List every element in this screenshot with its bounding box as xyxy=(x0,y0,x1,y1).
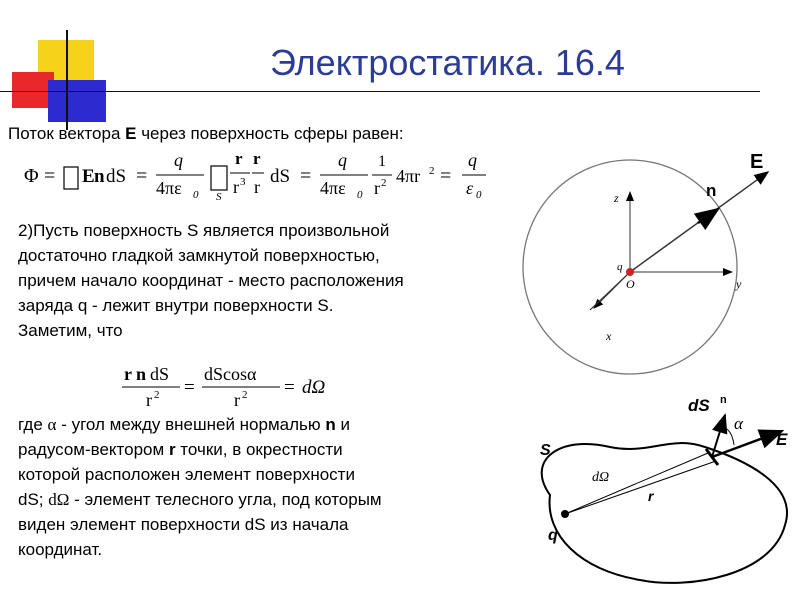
f1-eq2: = xyxy=(136,165,148,187)
fig2-dS-label: dS xyxy=(688,396,710,415)
f2-r2b: r xyxy=(234,390,240,410)
f2-sup2: 2 xyxy=(154,389,160,401)
p3-domega: dΩ xyxy=(48,490,70,509)
f2-sup2b: 2 xyxy=(242,389,248,401)
f1-E-bold: E xyxy=(82,166,95,187)
sphere-figure xyxy=(520,150,795,380)
solid-angle-ray-lower xyxy=(565,461,716,514)
f1-4pir2: 4πr xyxy=(396,166,421,186)
f1-r3: r xyxy=(233,177,239,197)
p2-line-2: достаточно гладкой замкнутой поверхностью, xyxy=(18,246,380,265)
f1-eq1: = xyxy=(44,165,56,187)
p3-line-3: которой расположен элемент поверхности xyxy=(18,465,355,484)
f2-dOmega: dΩ xyxy=(302,377,326,398)
fig2-dOmega-label: dΩ xyxy=(592,470,610,485)
intro-pre: Поток вектора xyxy=(8,124,126,143)
deco-blue-square xyxy=(48,80,106,122)
p3-line-6: координат. xyxy=(18,540,103,559)
p3-alpha: α xyxy=(47,415,57,434)
f1-r2: r xyxy=(374,178,380,198)
deco-vertical-line xyxy=(66,30,68,130)
p3-line-5: виден элемент поверхности dS из начала xyxy=(18,515,349,534)
fig1-E-label: E xyxy=(750,151,764,173)
f1-q2: q xyxy=(338,150,347,170)
f1-sup2: 2 xyxy=(381,177,387,189)
charge-q xyxy=(626,268,634,276)
fig2-r-label: r xyxy=(648,488,654,504)
normal-vector-n xyxy=(698,209,718,223)
p2-line-1: 2)Пусть поверхность S является произвольной xyxy=(18,221,390,240)
fig2-alpha-label: α xyxy=(734,414,743,433)
fig2-E-label: E xyxy=(776,430,788,449)
f1-q: q xyxy=(174,150,183,170)
fig2-S-label: S xyxy=(540,442,551,459)
f2-n-bold: n xyxy=(136,364,147,384)
p3-line-2: радусом-вектором r точки, в окрестности xyxy=(18,440,343,459)
paragraph-3 xyxy=(18,412,382,562)
f1-r-bold2: r xyxy=(253,150,261,168)
charge-point xyxy=(561,510,569,518)
p2-line-5: Заметим, что xyxy=(18,321,123,340)
fig1-q-label: q xyxy=(617,261,623,273)
p3-r-bold: r xyxy=(168,440,176,459)
fig2-q-label: q xyxy=(548,527,558,544)
f2-dScos: dScosα xyxy=(204,364,257,384)
f1-eq4: = xyxy=(440,165,452,187)
f1-phi: Φ xyxy=(24,165,39,187)
paragraph-2 xyxy=(18,218,404,343)
f1-r-plain: r xyxy=(254,177,260,197)
p2-line-3: причем начало координат - место расположения xyxy=(18,271,404,290)
intro-line xyxy=(8,121,404,146)
deco-horizontal-line xyxy=(0,91,760,92)
f1-eps0: ε xyxy=(466,178,474,198)
f1-sub0b: 0 xyxy=(357,189,363,201)
f1-integral-box2 xyxy=(211,166,227,190)
f2-dS: dS xyxy=(150,364,170,384)
intro-bold-e: E xyxy=(125,124,137,143)
intro-post: через поверхность сферы равен: xyxy=(136,124,404,143)
p3-n-bold: n xyxy=(325,415,336,434)
field-line xyxy=(590,272,630,310)
solid-angle-formula xyxy=(120,362,350,412)
f1-r-bold: r xyxy=(235,150,243,168)
fig1-x-label: x xyxy=(606,329,612,343)
f1-n-bold: n xyxy=(94,166,105,187)
fig1-y-label: y xyxy=(736,277,742,291)
f1-eq3: = xyxy=(300,165,312,187)
f1-dS2: dS xyxy=(270,166,291,187)
fig1-z-label: z xyxy=(614,191,619,205)
f1-q3: q xyxy=(468,150,477,170)
f1-integral-box xyxy=(64,167,78,189)
closed-surface-outline xyxy=(542,443,787,583)
angle-arc xyxy=(722,427,734,445)
surface-figure xyxy=(520,385,795,595)
f1-one: 1 xyxy=(378,153,386,170)
f1-sup3: 3 xyxy=(240,176,246,188)
flux-formula xyxy=(24,150,494,202)
f1-sup2b: 2 xyxy=(429,165,435,177)
f2-eq1: = xyxy=(184,377,195,398)
solid-angle-ray-upper xyxy=(565,453,708,514)
f1-sub0: 0 xyxy=(193,189,199,201)
f1-4pieps2: 4πε xyxy=(320,178,346,198)
field-vector xyxy=(712,431,782,457)
page-title: Электростатика. 16.4 xyxy=(270,42,625,83)
f1-S-sub: S xyxy=(216,191,222,202)
p3-line-1: где α - угол между внешней нормалью n и xyxy=(18,415,350,434)
f2-eq2: = xyxy=(284,377,295,398)
p2-line-4: заряда q - лежит внутри поверхности S. xyxy=(18,296,334,315)
f1-sub0c: 0 xyxy=(476,189,482,201)
fig1-O-label: O xyxy=(626,277,635,291)
f2-r2: r xyxy=(146,390,152,410)
f1-4pieps: 4πε xyxy=(156,178,182,198)
f1-dS: dS xyxy=(106,166,127,187)
fig1-n-label: n xyxy=(706,181,717,200)
fig2-n-label: n xyxy=(720,394,727,406)
p3-line-4: dS; dΩ - элемент телесного угла, под которым xyxy=(18,490,382,509)
f2-r-bold: r xyxy=(124,364,132,384)
